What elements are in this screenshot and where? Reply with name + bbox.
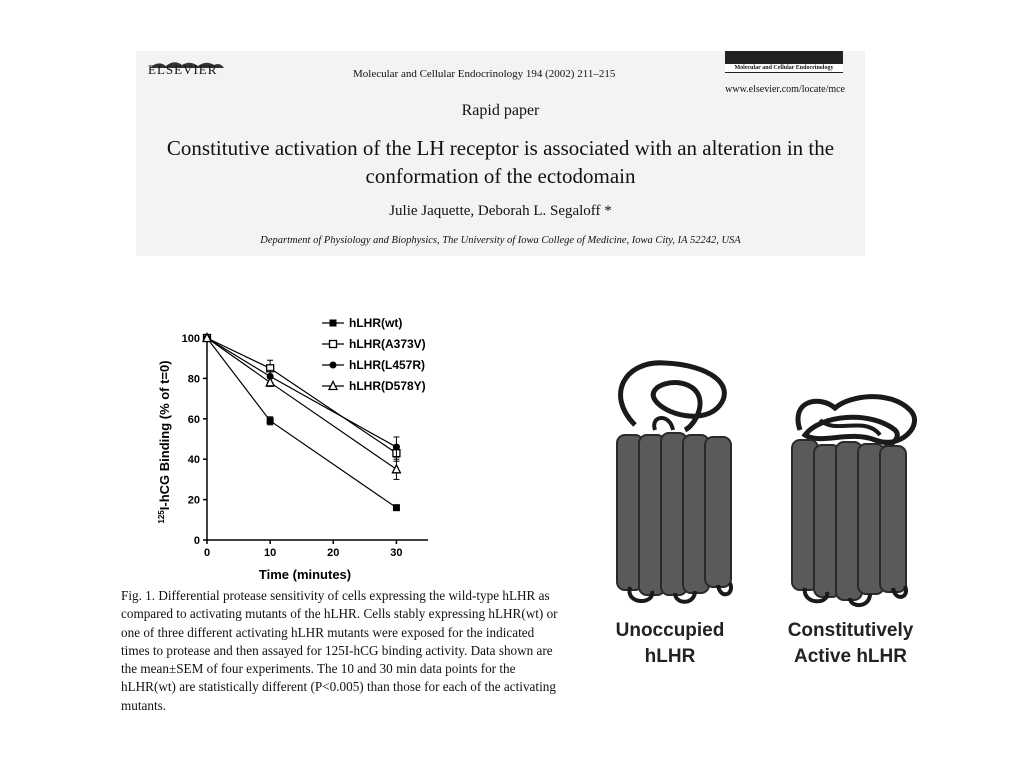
journal-website[interactable]: www.elsevier.com/locate/mce [725, 84, 845, 95]
y-tick-label: 40 [187, 454, 200, 467]
data-point-marker [392, 465, 400, 473]
y-tick-label: 20 [187, 494, 200, 507]
article-type: Rapid paper [461, 102, 540, 119]
active-label-line-2: Active hLHR [794, 646, 907, 667]
active-receptor-label [768, 618, 933, 670]
legend-label: hLHR(wt) [349, 316, 403, 330]
chart-legend [322, 316, 426, 393]
figure-caption: Fig. 1. Differential protease sensitivity of cells expressing the wild-type hLHR as compared to activating mutants of the hLHR. Cells stably expressing hLHR(wt) or one of three different activating hLHR mutants were exposed for the indicated times to protease and then assayed for 125I-hCG binding activity. Data shown are the mean±SEM of four experiments. The 10 and 30 min data points for the hLHR(wt) are statistically different (P<0.005) than those for each of the activating mutants. [121, 588, 558, 713]
active-receptor-diagram [780, 390, 930, 610]
data-point-marker [330, 320, 337, 327]
paper-title: Constitutive activation of the LH receptor is associated with an alteration in the conformation of the ectodomain [166, 136, 835, 188]
y-tick-label: 100 [181, 333, 200, 345]
unoccupied-label-line-1: Unoccupied [615, 620, 725, 641]
x-tick-label: 0 [203, 547, 211, 559]
y-axis-label-superscript: 125 [157, 510, 166, 524]
y-axis-label [157, 360, 172, 523]
author-affiliation: Department of Physiology and Biophysics, The University of Iowa College of Medicine, Iowa City, IA 52242, USA [260, 235, 741, 246]
active-label-line-1: Constitutively [787, 620, 914, 641]
data-point-marker [393, 504, 400, 511]
unoccupied-label-line-2: hLHR [644, 646, 696, 667]
legend-label: hLHR(D578Y) [349, 379, 426, 393]
y-axis-label-text: I-hCG Binding (% of t=0) [157, 360, 172, 511]
x-tick-label: 20 [327, 547, 340, 559]
data-point-marker [267, 417, 274, 424]
journal-cover-label: Molecular and Cellular Endocrinology [725, 64, 843, 73]
x-axis-label: Time (minutes) [258, 567, 352, 582]
series-hlhr-l457r- [204, 335, 400, 458]
x-tick-label: 10 [264, 547, 277, 559]
y-tick-label: 60 [187, 413, 200, 426]
series-hlhr-d578y- [203, 334, 400, 480]
journal-reference: Molecular and Cellular Endocrinology 194 (2002) 211–215 [353, 68, 616, 80]
data-point-marker [330, 362, 337, 369]
y-tick-label: 80 [187, 373, 200, 386]
data-point-marker [330, 341, 337, 348]
y-tick-label: 0 [193, 535, 200, 547]
publisher-name: ELSEVIER [148, 62, 218, 77]
unoccupied-receptor-diagram [595, 355, 745, 605]
legend-label: hLHR(L457R) [349, 358, 426, 372]
data-point-marker [393, 444, 400, 451]
x-tick-label: 30 [390, 547, 403, 559]
binding-time-course-chart [150, 305, 450, 585]
legend-label: hLHR(A373V) [349, 337, 426, 351]
unoccupied-receptor-label [595, 618, 745, 670]
author-list: Julie Jaquette, Deborah L. Segaloff * [389, 203, 612, 219]
article-header [136, 51, 865, 256]
